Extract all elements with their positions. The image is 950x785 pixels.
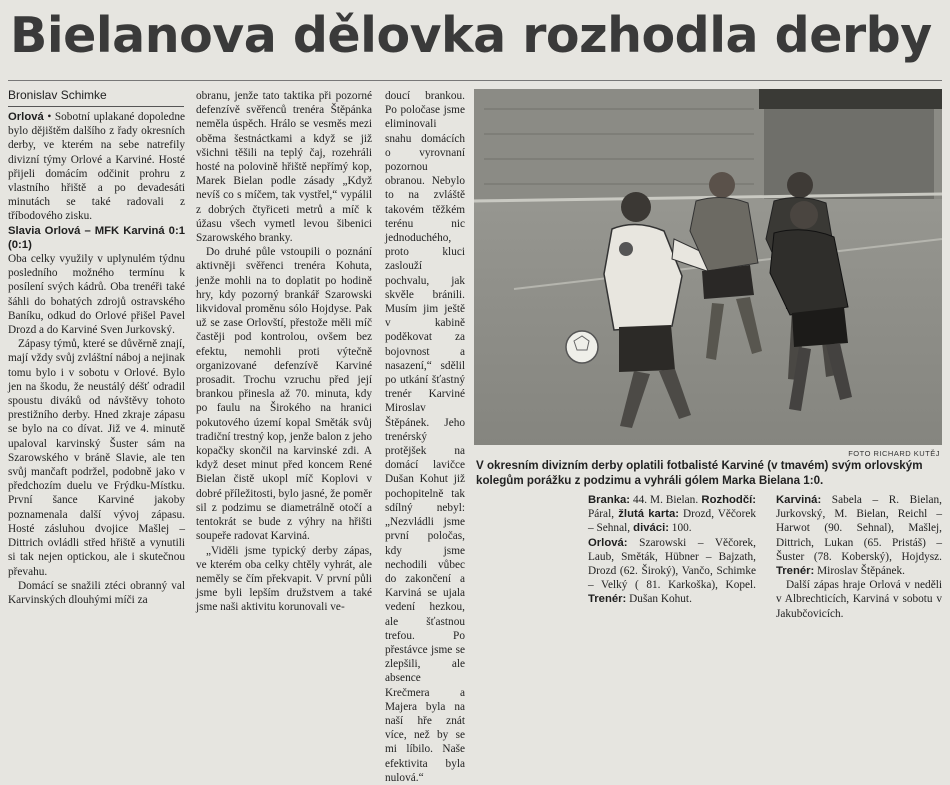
coach-name: Miroslav Štěpánek. xyxy=(814,565,905,578)
paragraph: Zápasy týmů, které se důvěrně znají, mají vždy svůj zvláštní náboj a nejinak tomu bylo i v sobotu v Orlové. Bylo jen na škodu, že neustálý déšť odradil spoustu diváků od návštěvy tohoto prestižního derby. Hned zkraje zápasu se bylo na co dívat. Již ve 4. minutě upaloval karvinský Šuster sám na Szarowského v bráně Slavie, ale ten svůj mančaft podržel, podobně jako v předchozím duelu ve Frýdku-Místku. První šance Karviné jakoby poznamenala další vývoj zápasu. Hosté zásluhou dvojice Mašlej – Dittrich ovládli střed hřiště a vynutili si tak nejen optickou, ale i skutečnou převahu. xyxy=(8,338,185,578)
article-column-2 xyxy=(196,89,372,615)
stat-value: Páral, xyxy=(588,508,615,521)
team-label: Orlová: xyxy=(588,536,628,549)
paragraph: doucí brankou. Po poločase jsme eliminovali snahu domácích o vyrovnaní pozornou obranou. Nebylo to na zvláště takovém těžkém terénu nic jednoduchého, proto kluci zaslouží pochvalu, jak skvěle bránili. Musím jim ještě v kabině poděkovat za bojovnost a nasazení,“ sdělil po utkání šťastný trenér Karviné Miroslav Štěpánek. Jeho trenérský protějšek na domácí lavičce Dušan Kohut již pochopitelně tak sdílný nebyl: „Nezvládli jsme první poločas, kdy jsme nechodili vůbec do zakončení a Karviná se ujala vedení hezkou, ale šťastnou trefou. Po přestávce jsme se zlepšili, ale absence Krečmera a Majera byla na naší hře znát více, než by se mi líbilo. Naše efektivita byla nulová.“ xyxy=(385,90,465,784)
stat-label: Branka: xyxy=(588,494,631,506)
byline: Bronislav Schimke xyxy=(8,88,107,102)
coach-name: Dušan Kohut. xyxy=(626,593,692,606)
result-heading: Slavia Orlová – MFK Karviná 0:1 (0:1) xyxy=(8,224,185,251)
article-column-3 xyxy=(385,89,465,785)
team-lineup: Sabela – R. Bielan, Jurkovský, M. Bielan, Reichl – Harwot (90. Sehnal), Mašlej, Dittrich, Lukan (65. Pristáš) – Šuster (78. Koberský), Hojdysz. xyxy=(776,494,942,563)
paragraph: Do druhé půle vstoupili o poznání aktivněji svěřenci trenéra Kohuta, jenže mohli na to doplatit po hodině hry, kdy pozorný brankář Szarowski likvidoval proměnu sólo Hojdyse. Pak už se zase Orlovští, přestože měli míč častěji pod kontrolou, ovšem bez efektu, nemohli proti výtečně organizované defenzívě Karviné prosadit. Trochu vzruchu před její brankou přinesla až 70. minuta, kdy po faulu na Širokého na hranici pokutového území kopal Směták svůj tradiční trestný kop, jenže balon z jeho kopačky skončil na karvinské zdi. A když deset minut před koncem René Bielan čistě ukopl míč Koplovi v dobré příležitosti, bylo jasné, že poměr sil z podzimu se diametrálně otočí a tentokrát se bude z výhry na hřišti soupeře radovat Karviná. xyxy=(196,246,372,543)
paragraph: Oba celky využily v uplynulém týdnu posledního možného termínu k posílení svých kádrů. Oba trenéři také šáhli do bohatých zdrojů ostravského Baníku, odkud do Orlové přišel Pavel Drozd a do Karviné Sven Jurkovský. xyxy=(8,253,185,337)
stat-label: Rozhodčí: xyxy=(698,494,757,506)
paragraph: obranu, jenže tato taktika při pozorné defenzívě svěřenců trenéra Štěpánka neměla úspěch. Hrálo se vesměs mezi oběma šestnáctkami a když se již všichni těšili na teplý čaj, rozehráli hosté na polovině hřiště nepřímý kop, Marek Bielan podle zásady „Když nevíš co s míčem, tak vystřel,“ vypálil z dobrých čtyřiceti metrů a míč k úžasu všech vymetl levou šibenici Szarowského branky. xyxy=(196,90,372,245)
football-players-image xyxy=(474,89,942,445)
headline-rule xyxy=(8,80,942,81)
article-column-1 xyxy=(8,110,185,607)
match-stats-column xyxy=(588,493,756,607)
team-lineup: Szarowski – Věčorek, Laub, Směták, Hübner – Bajzath, Drozd (62. Široký), Vančo, Schimke – Velký ( 81. Karkoška), Kopel. xyxy=(588,536,756,592)
stat-label: žlutá karta: xyxy=(614,508,680,521)
photo-caption: V okresním divizním derby oplatili fotbalisté Karviné (v tmavém) svým orlovským kolegům porážku z podzimu a vyhráli gólem Marka Bielana 1:0. xyxy=(476,459,923,487)
stat-value: Drozd, Věčorek – Sehnal, xyxy=(588,508,756,535)
intro-paragraph: • Sobotní uplakané dopoledne bylo dějištěm dalšího z řady okresních derby, ve kterém na sebe natrefily divizní týmy Orlové a Karviné. Hosté přijeli domácím odčinit prohru z vlastního hřiště a po devadesáti minutách se také radovali z tříbodového zisku. xyxy=(8,111,185,223)
stat-value: 100. xyxy=(668,522,692,535)
stat-label: diváci: xyxy=(630,522,669,535)
team-label: Karviná: xyxy=(776,494,822,506)
paragraph: Domácí se snažili ztéci obranný val Karvinských dlouhými míči za xyxy=(8,579,185,606)
match-photo xyxy=(474,89,942,445)
stat-value: 44. M. Bielan. xyxy=(630,494,699,506)
byline-rule xyxy=(8,106,184,107)
paragraph: „Viděli jsme typický derby zápas, ve kterém oba celky chtěly vyhrát, ale neměly se čím překvapit. V první půli jsme byli lepším družstvem a také jsme naši aktivitu korunovali ve- xyxy=(196,544,372,614)
next-match-note: Další zápas hraje Orlová v neděli v Albrechticích, Karviná v sobotu v Jakubčovicích. xyxy=(776,579,942,620)
headline: Bielanova dělovka rozhodla derby xyxy=(10,7,932,64)
coach-label: Trenér: xyxy=(588,593,627,606)
coach-label: Trenér: xyxy=(776,565,815,578)
dateline: Orlová xyxy=(8,111,44,123)
photo-credit: FOTO RICHARD KUTĚJ xyxy=(848,449,940,458)
match-stats-column xyxy=(776,493,942,621)
